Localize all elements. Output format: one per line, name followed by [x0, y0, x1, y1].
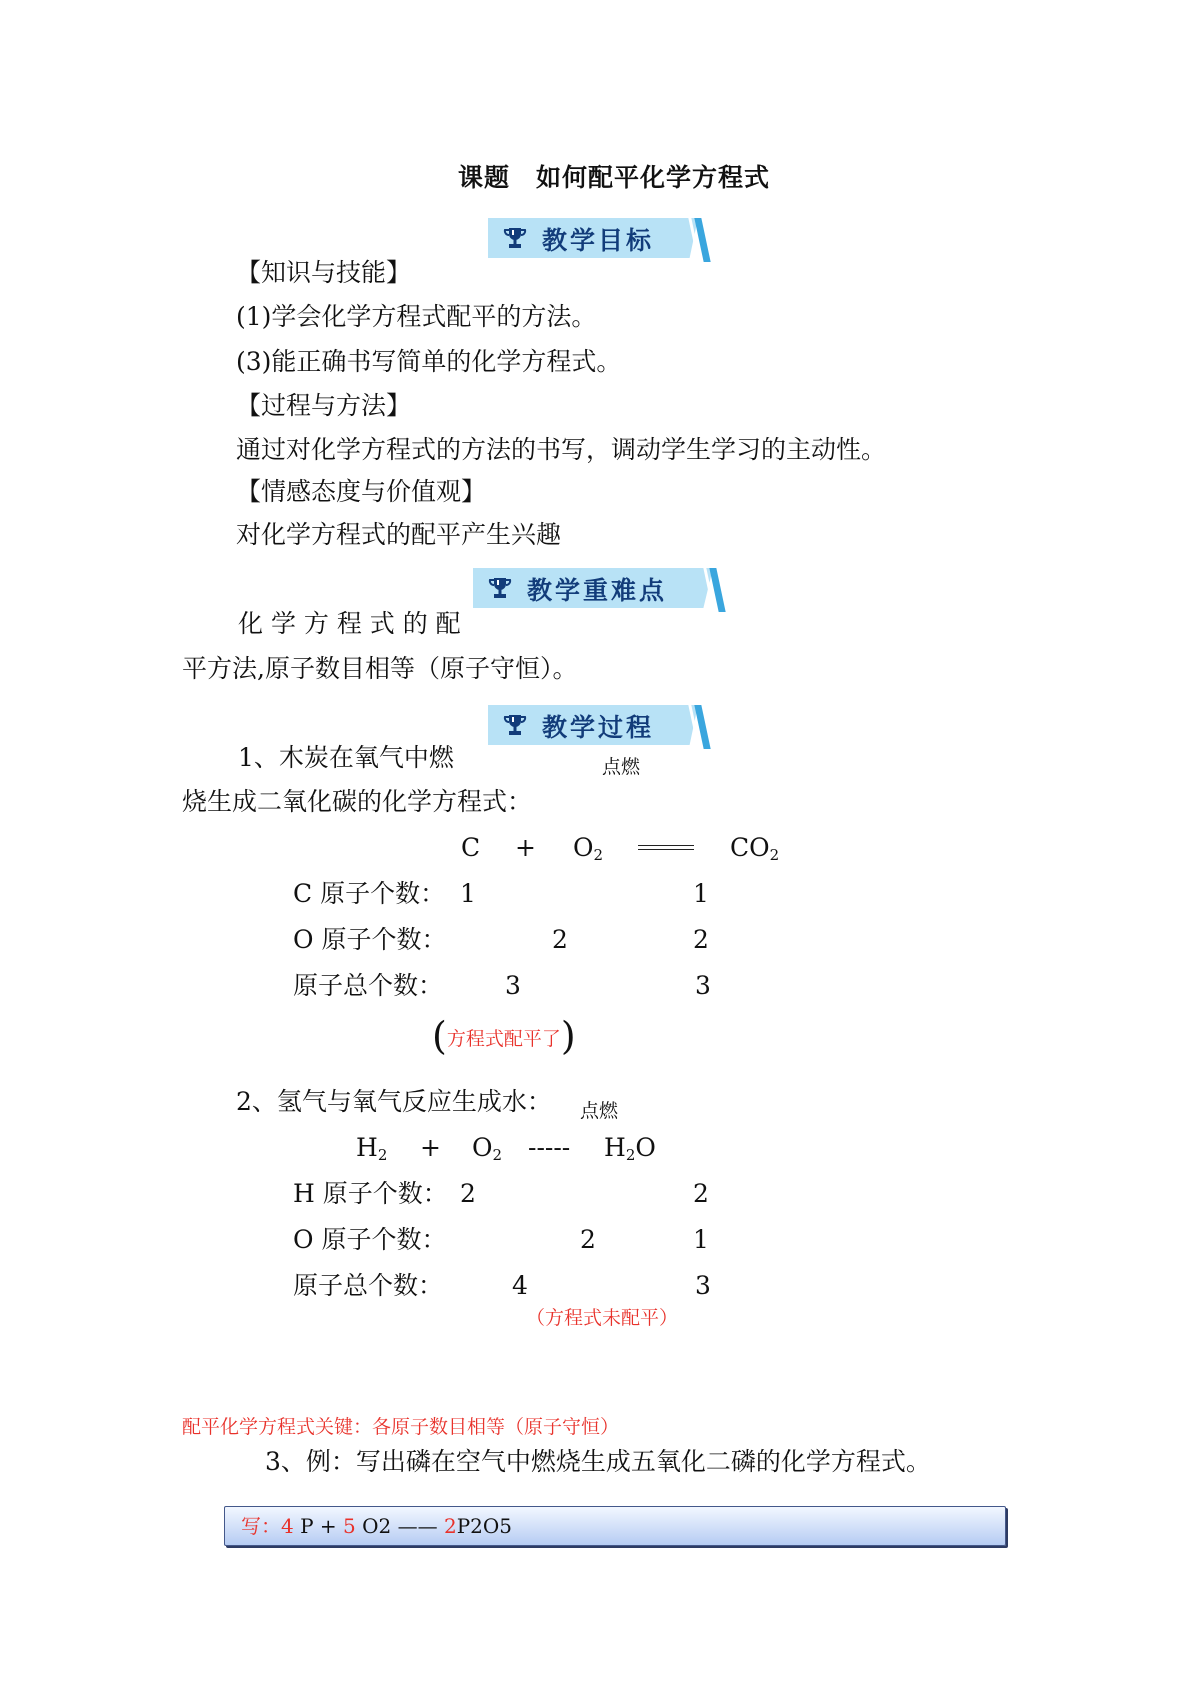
trophy-icon: [502, 225, 528, 251]
key-points-line-2: 平方法,原子数目相等（原子守恒）。: [182, 654, 578, 683]
example1-row-label: C 原子个数：: [293, 879, 446, 908]
eq2-oxygen: $O_2$: [472, 1133, 503, 1164]
example2-row-left-value: 4: [512, 1271, 528, 1300]
banner-label: 教学目标: [542, 226, 655, 255]
example1-row-left-value: 1: [460, 879, 476, 908]
banner-teaching-goals: [488, 218, 708, 258]
example2-row-left-value: 2: [460, 1179, 476, 1208]
banner-teaching-process: [488, 705, 708, 745]
answer-equation: 写：4 P + 5 O2 —— 2P2O5: [241, 1514, 513, 1538]
example1-intro-line-2: 烧生成二氧化碳的化学方程式：: [182, 787, 533, 816]
example1-row-right-value: 2: [693, 925, 709, 954]
example2-row-right-value: 2: [693, 1179, 709, 1208]
balancing-key-rule: 配平化学方程式关键：各原子数目相等（原子守恒）: [182, 1416, 620, 1438]
example2-unbalanced-note: （方程式未配平）: [526, 1307, 679, 1329]
key-points-line-1: 化 学 方 程 式 的 配: [238, 609, 461, 638]
goal-item-3: (3)能正确书写简单的化学方程式。: [236, 347, 622, 376]
example1-row-left-value: 3: [505, 971, 521, 1000]
process-heading: 【过程与方法】: [236, 391, 412, 420]
emotion-heading: 【情感态度与价值观】: [236, 477, 487, 506]
example1-balanced-note: (方程式配平了): [432, 1014, 576, 1058]
example2-condition: 点燃: [580, 1100, 619, 1122]
knowledge-heading: 【知识与技能】: [236, 258, 412, 287]
banner-label: 教学过程: [542, 713, 655, 742]
answer-box: [224, 1506, 1006, 1546]
example3-question: 3、例：写出磷在空气中燃烧生成五氧化二磷的化学方程式。: [265, 1447, 931, 1476]
eq1-equals-sign: [638, 845, 694, 850]
eq1-oxygen: $O_2$: [573, 833, 604, 864]
process-text: 通过对化学方程式的方法的书写，调动学生学习的主动性。: [236, 435, 887, 464]
example1-row-label: O 原子个数：: [293, 925, 447, 954]
trophy-icon: [502, 712, 528, 738]
example2-row-right-value: 1: [693, 1225, 709, 1254]
example1-row-label: 原子总个数：: [293, 971, 444, 1000]
eq2-hydrogen: $H_2$: [356, 1133, 388, 1164]
eq1-carbon-dioxide: $CO_2$: [730, 833, 780, 864]
eq2-water: $H_2O$: [604, 1133, 656, 1164]
eq2-arrow: -----: [528, 1133, 571, 1162]
example2-row-right-value: 3: [695, 1271, 711, 1300]
banner-key-points: [473, 568, 723, 608]
emotion-text: 对化学方程式的配平产生兴趣: [236, 520, 562, 549]
example1-intro-line-1: 1、木炭在氧气中燃: [238, 743, 454, 772]
example2-row-label: 原子总个数：: [293, 1271, 444, 1300]
eq1-carbon: C: [461, 833, 481, 862]
example2-intro: 2、氢气与氧气反应生成水：: [236, 1087, 552, 1116]
example1-row-left-value: 2: [552, 925, 568, 954]
goal-item-1: (1)学会化学方程式配平的方法。: [236, 302, 597, 331]
eq2-plus: +: [420, 1133, 441, 1162]
example1-condition: 点燃: [602, 756, 641, 778]
example2-row-label: O 原子个数：: [293, 1225, 447, 1254]
example1-row-right-value: 3: [695, 971, 711, 1000]
trophy-icon: [487, 575, 513, 601]
banner-label: 教学重难点: [527, 576, 668, 605]
example2-row-label: H 原子个数：: [293, 1179, 448, 1208]
page-title: 课题 如何配平化学方程式: [458, 163, 771, 192]
example2-row-left-value: 2: [580, 1225, 596, 1254]
example1-row-right-value: 1: [693, 879, 709, 908]
eq1-plus: +: [515, 833, 536, 862]
